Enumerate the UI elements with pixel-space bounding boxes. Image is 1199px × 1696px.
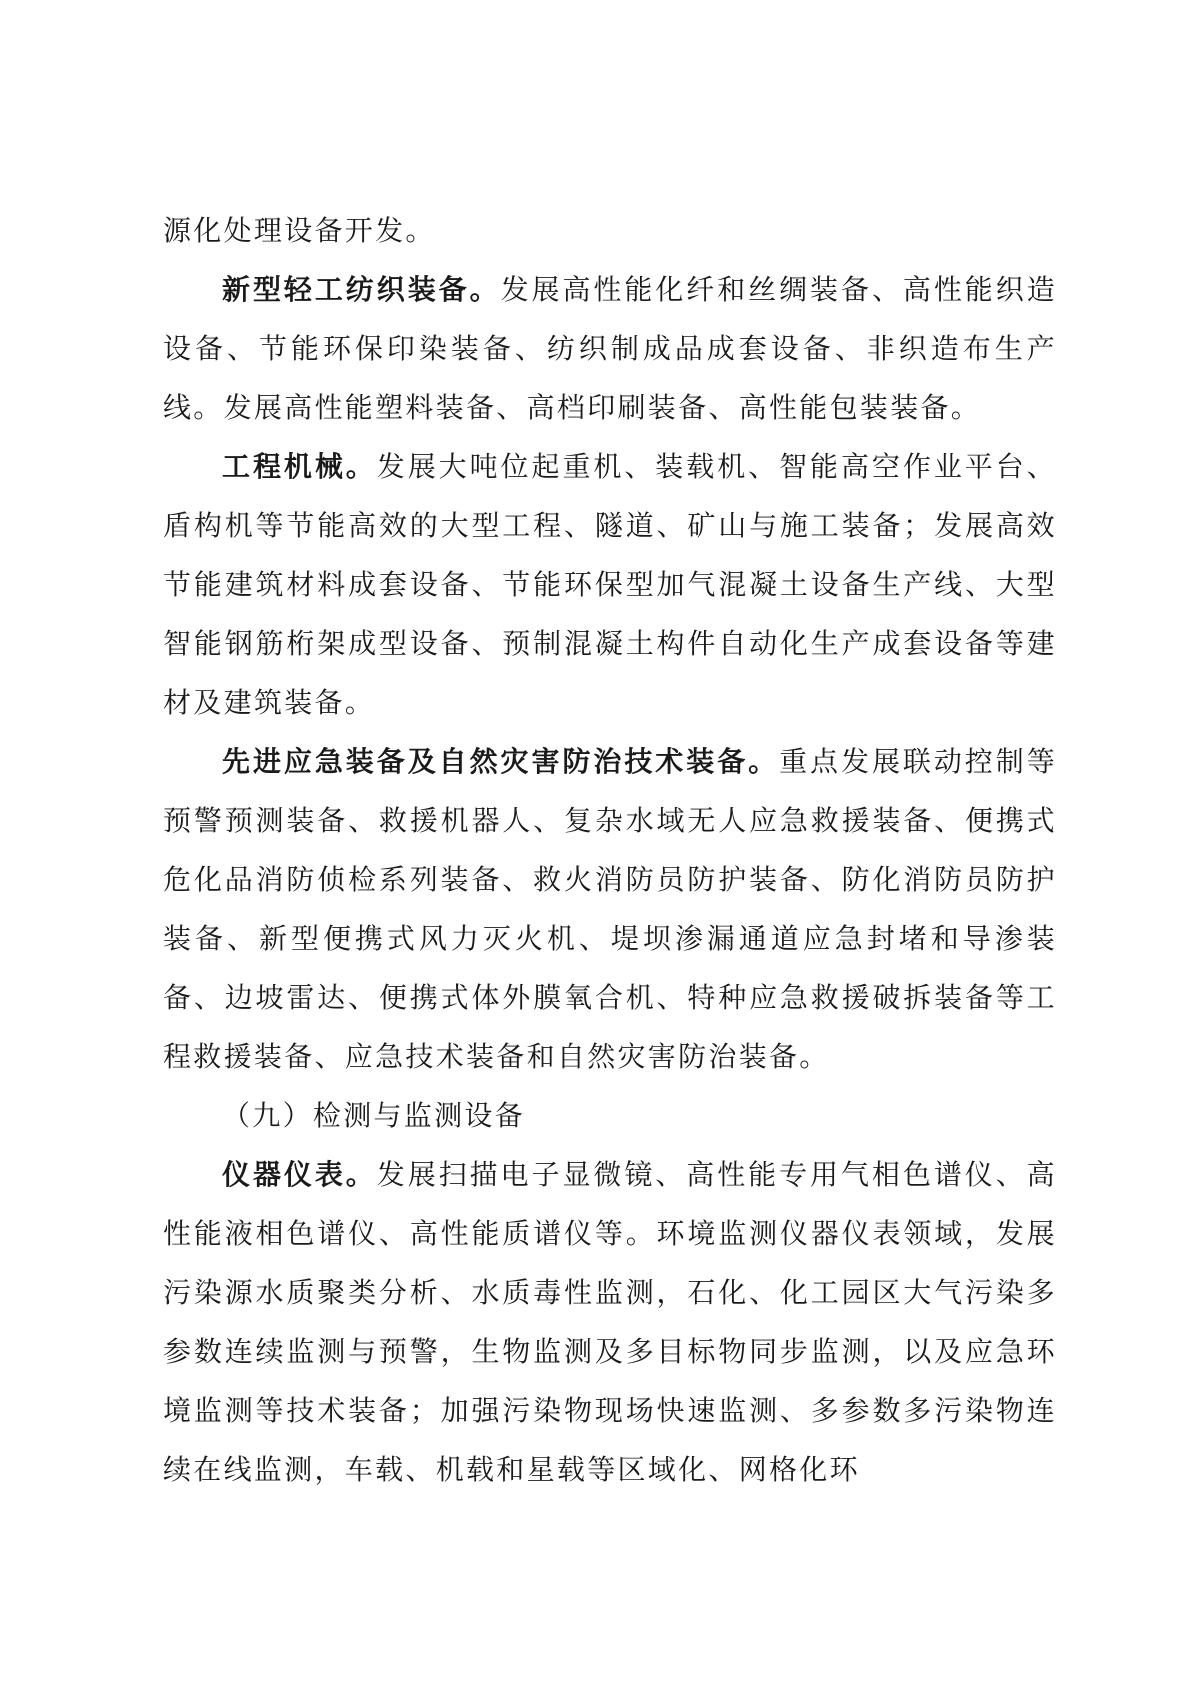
- paragraph-lead: 先进应急装备及自然灾害防治技术装备。: [222, 745, 780, 778]
- paragraph-light-textile-equipment: [163, 260, 1057, 437]
- paragraph-text: 重点发展联动控制等预警预测装备、救援机器人、复杂水域无人应急救援装备、便携式危化品消防侦检系列装备、救火消防员防护装备、防化消防员防护装备、新型便携式风力灭火机、堤坝渗漏通道应急封堵和导渗装备、边坡雷达、便携式体外膜氧合机、特种应急救援破拆装备等工程救援装备、应急技术装备和自然灾害防治装备。: [163, 745, 1058, 1073]
- paragraph-lead: 工程机械。: [222, 450, 377, 483]
- section-heading: （九）检测与监测设备: [222, 1099, 526, 1132]
- paragraph-instruments: [163, 1145, 1057, 1499]
- paragraph-engineering-machinery: [163, 437, 1057, 732]
- paragraph-text: 发展大吨位起重机、装载机、智能高空作业平台、盾构机等节能高效的大型工程、隧道、矿山与施工装备；发展高效节能建筑材料成套设备、节能环保型加气混凝土设备生产线、大型智能钢筋桁架成型设备、预制混凝土构件自动化生产成套设备等建材及建筑装备。: [163, 450, 1057, 719]
- document-body: [163, 201, 1057, 1499]
- paragraph-emergency-equipment: [163, 732, 1057, 1086]
- paragraph-lead: 仪器仪表。: [222, 1158, 377, 1191]
- paragraph-text: 源化处理设备开发。: [163, 214, 436, 247]
- paragraph-text: 发展扫描电子显微镜、高性能专用气相色谱仪、高性能液相色谱仪、高性能质谱仪等。环境监测仪器仪表领域，发展污染源水质聚类分析、水质毒性监测，石化、化工园区大气污染多参数连续监测与预警，生物监测及多目标物同步监测，以及应急环境监测等技术装备；加强污染物现场快速监测、多参数多污染物连续在线监测，车载、机载和星载等区域化、网格化环: [163, 1158, 1057, 1486]
- paragraph-text: 发展高性能化纤和丝绸装备、高性能织造设备、节能环保印染装备、纺织制成品成套设备、非织造布生产线。发展高性能塑料装备、高档印刷装备、高性能包装装备。: [163, 273, 1058, 424]
- paragraph-lead: 新型轻工纺织装备。: [222, 273, 501, 306]
- paragraph-continuation: [163, 201, 1057, 260]
